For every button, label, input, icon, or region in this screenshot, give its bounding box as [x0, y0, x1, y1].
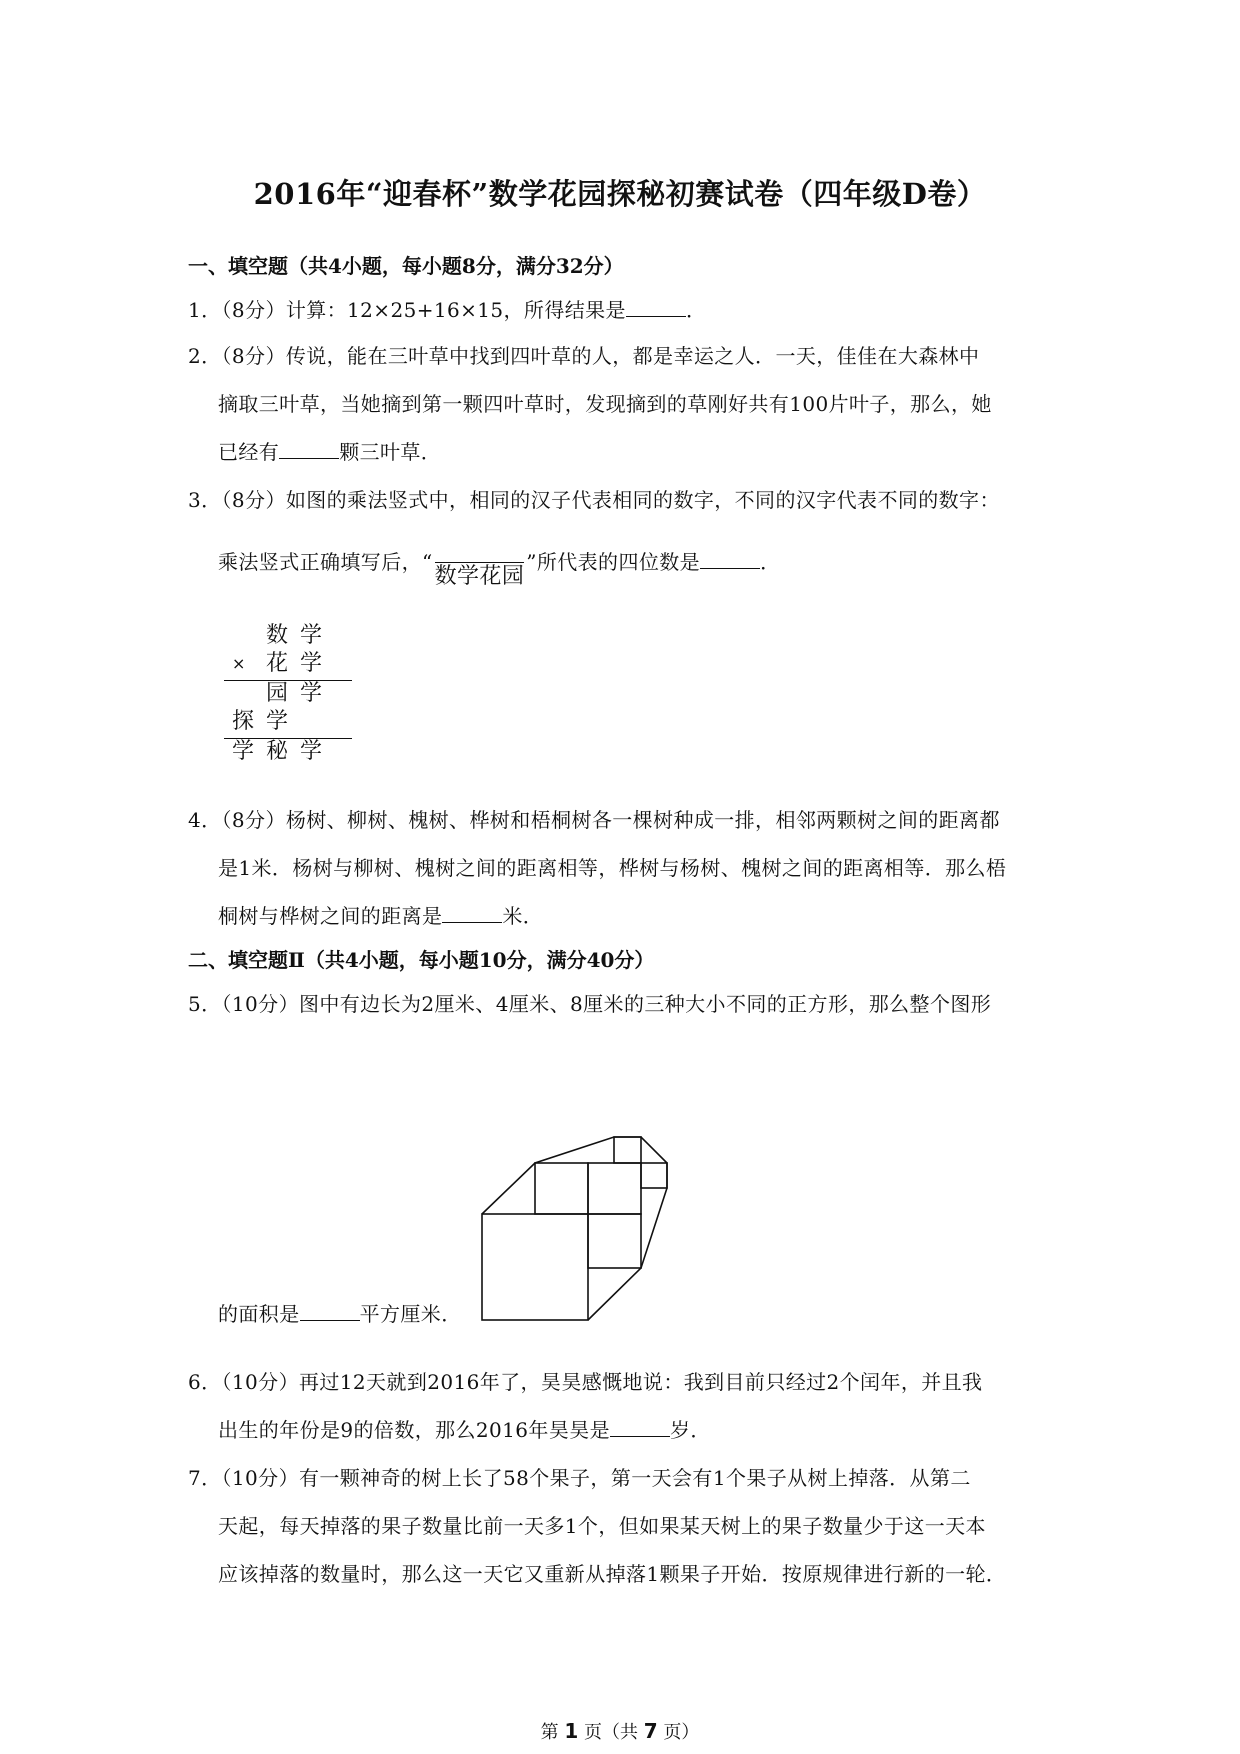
- question-2-line-3: [218, 436, 441, 465]
- digit-char: 探: [232, 709, 255, 734]
- section-heading-1: 一、填空题（共4小题，每小题8分，满分32分）: [188, 254, 624, 278]
- digit-char: 学: [300, 739, 323, 764]
- digit-char: 花: [266, 651, 289, 676]
- large-square: [482, 1214, 588, 1320]
- question-5-line-2: [218, 1298, 462, 1327]
- digit-char: 秘: [266, 739, 289, 764]
- answer-blank: [442, 902, 502, 923]
- digit-char: 学: [300, 651, 323, 676]
- question-4-line-2: 是1米．杨树与柳树、槐树之间的距离相等，桦树与杨树、槐树之间的距离相等．那么梧: [218, 856, 1007, 880]
- digit-char: 学: [300, 681, 323, 706]
- footer-text: 第: [540, 1722, 565, 1743]
- question-number: 5．: [188, 992, 222, 1016]
- question-7-line-2: 天起，每天掉落的果子数量比前一天多1个，但如果某天树上的果子数量少于这一天本: [218, 1514, 986, 1538]
- answer-blank: [279, 438, 339, 459]
- answer-blank: [610, 1416, 670, 1437]
- footer-text: 页（共: [578, 1722, 644, 1743]
- multiplication-figure: [222, 618, 362, 768]
- question-text-mid: ”所代表的四位数是: [526, 550, 701, 574]
- question-7-line-1: [188, 1462, 971, 1491]
- question-number: 6．: [188, 1370, 222, 1394]
- question-number: 7．: [188, 1466, 222, 1490]
- answer-blank: [300, 1300, 360, 1321]
- page-footer: [0, 1718, 1240, 1744]
- question-3-line-2: [218, 546, 781, 589]
- question-2-line-1: [188, 340, 979, 369]
- question-text-end: 颗三叶草．: [339, 440, 442, 464]
- question-text-end: 岁．: [670, 1418, 711, 1442]
- digit-char: 学: [232, 739, 255, 764]
- answer-blank: [700, 548, 760, 569]
- question-6-line-2: [218, 1414, 711, 1443]
- digit-char: 数: [266, 623, 289, 648]
- section-heading-2: 二、填空题Ⅱ（共4小题，每小题10分，满分40分）: [188, 948, 655, 972]
- squares-figure: [478, 1128, 678, 1328]
- overlined-word: 数学花园: [434, 564, 525, 589]
- digit-char: 学: [266, 709, 289, 734]
- small-square: [614, 1137, 641, 1163]
- question-text-end: ．: [685, 298, 707, 322]
- question-5-line-1: [188, 988, 991, 1017]
- question-text: （8分）如图的乘法竖式中，相同的汉子代表相同的数字，不同的汉字代表不同的数字：: [221, 488, 1000, 512]
- page-number: 1: [564, 1719, 579, 1743]
- answer-blank: [626, 296, 686, 317]
- question-number: 4．: [188, 808, 222, 832]
- question-text: （10分）图中有边长为2厘米、4厘米、8厘米的三种大小不同的正方形，那么整个图形: [221, 992, 992, 1016]
- times-sign: ×: [232, 654, 246, 673]
- question-text-end: 平方厘米．: [359, 1302, 462, 1326]
- medium-square: [535, 1163, 588, 1214]
- question-text-end: ．: [760, 550, 781, 574]
- question-6-line-1: [188, 1366, 982, 1395]
- digit-char: 园: [266, 681, 289, 706]
- question-1: [188, 294, 706, 323]
- small-square: [641, 1163, 667, 1188]
- digit-char: 学: [300, 623, 323, 648]
- medium-square: [588, 1214, 641, 1268]
- question-text: （10分）有一颗神奇的树上长了58个果子，第一天会有1个果子从树上掉落．从第二: [221, 1466, 971, 1490]
- question-text: （8分）传说，能在三叶草中找到四叶草的人，都是幸运之人．一天，佳佳在大森林中: [221, 344, 980, 368]
- question-text: 已经有: [218, 440, 280, 464]
- page-total: 7: [643, 1719, 658, 1743]
- question-text: 桐树与桦树之间的距离是: [218, 904, 443, 928]
- question-4-line-1: [188, 804, 1000, 833]
- question-number: 3．: [188, 488, 222, 512]
- exam-title: 2016年“迎春杯”数学花园探秘初赛试卷（四年级D卷）: [253, 177, 987, 211]
- question-2-line-2: 摘取三叶草，当她摘到第一颗四叶草时，发现摘到的草刚好共有100片叶子，那么，她: [218, 392, 992, 416]
- question-text: （8分）计算：12×25+16×15，所得结果是: [221, 298, 626, 322]
- question-text: 的面积是: [218, 1302, 300, 1326]
- question-7-line-3: 应该掉落的数量时，那么这一天它又重新从掉落1颗果子开始．按原规律进行新的一轮．: [218, 1562, 1007, 1586]
- question-text: 乘法竖式正确填写后，“: [218, 550, 433, 574]
- question-3-line-1: [188, 484, 1000, 513]
- question-text: （10分）再过12天就到2016年了，昊昊感慨地说：我到目前只经过2个闰年，并且我: [221, 1370, 983, 1394]
- medium-square: [588, 1163, 641, 1214]
- question-text: 出生的年份是9的倍数，那么2016年昊昊是: [218, 1418, 611, 1442]
- outline: [482, 1137, 667, 1320]
- question-4-line-3: [218, 900, 543, 929]
- question-number: 1．: [188, 298, 222, 322]
- question-number: 2．: [188, 344, 222, 368]
- question-text-end: 米．: [502, 904, 544, 928]
- question-text: （8分）杨树、柳树、槐树、桦树和梧桐树各一棵树种成一排，相邻两颗树之间的距离都: [221, 808, 1000, 832]
- rule-line: [224, 680, 352, 681]
- footer-text: 页）: [657, 1722, 700, 1743]
